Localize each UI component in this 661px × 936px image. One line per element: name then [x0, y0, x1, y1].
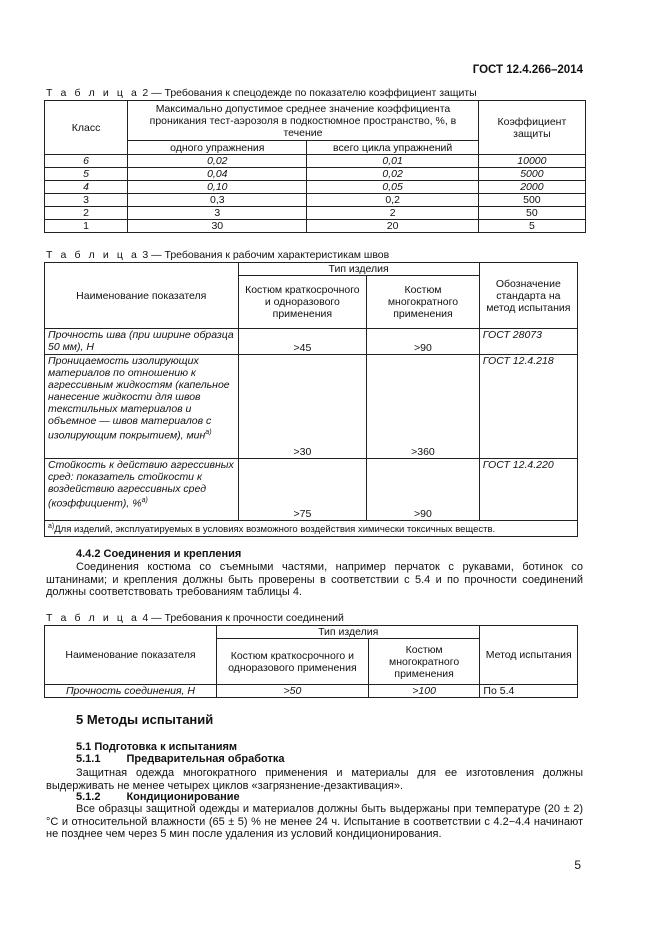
page-number: 5: [574, 858, 581, 872]
table3-caption: Т а б л и ц а 3 — Требования к рабочим характеристикам швов: [46, 249, 390, 261]
section-442-text: Соединения костюма со съемными частями, например перчаток с рукавами, ботинок со штанинами; и крепления должны быть проверены в соответствии с 5.4 и по прочности соединений должны соответствовать требованиям таблицы 4.: [46, 561, 583, 598]
section512-text: Все образцы защитной одежды и материалов должны быть выдержаны при температуре (20 ± 2) °С и относительной влажности (65 ± 5) % не менее 24 ч. Испытание в соответствии с 4.2−4.4 начинают не позднее чем через 5 мин после удаления из условий кондиционирования.: [46, 803, 583, 840]
section-442-title: 4.4.2 Соединения и крепления: [76, 548, 242, 560]
section5-title: 5 Методы испытаний: [76, 712, 214, 727]
table4-col-type: Тип изделия: [216, 626, 479, 639]
section511-text: Защитная одежда многократного применения и материалы для ее изготовления должны выдерживать не менее четырех циклов «загрязнение-дезактивация».: [46, 767, 583, 792]
standard-header: ГОСТ 12.4.266–2014: [472, 64, 583, 76]
table4-col-multi: Костюм многократного применения: [368, 639, 480, 685]
table2-col-coef: Коэффициент защиты: [478, 101, 585, 155]
table-row: Прочность шва (при ширине образца 50 мм), Н >45 >90 ГОСТ 28073: [45, 329, 578, 355]
table3-col-multi: Костюм многократного применения: [367, 276, 479, 329]
table4-caption: Т а б л и ц а 4 — Требования к прочности соединений: [46, 612, 344, 624]
section51-title: 5.1 Подготовка к испытаниям: [76, 741, 238, 753]
table2-col-one: одного упражнения: [128, 141, 307, 155]
table4-col-method: Метод испытания: [480, 626, 578, 685]
section511-title: 5.1.1 Предварительная обработка: [76, 753, 285, 765]
table3-col-method: Обозначение стандарта на метод испытания: [479, 263, 577, 329]
table2-col-max: Максимально допустимое среднее значение коэффициента проникания тест-аэрозоля в подкостюмное пространство, %, в течение: [128, 101, 479, 141]
table-row: 2 3 2 50: [45, 207, 586, 220]
table-row: Проницаемость изолирующих материалов по отношению к агрессивным жидкостям (капельное нанесение жидкости для швов текстильных материалов и объемное — швов материалов с изолирующим покрытием), мин$^{а)}$ >30 >360 ГОСТ 12.4.218: [45, 355, 578, 459]
table3-col-type: Тип изделия: [238, 263, 479, 276]
table-row: 3 0,3 0,2 500: [45, 194, 586, 207]
table2-caption: Т а б л и ц а 2 — Требования к спецодежде по показателю коэффициент защиты: [46, 87, 477, 99]
table-row: Стойкость к действию агрессивных сред: показатель стойкости к воздействию агрессивных сред (коэффициент), %$^{а)}$ >75 >90 ГОСТ 12.4.220: [45, 459, 578, 521]
section512-title: 5.1.2 Кондиционирование: [76, 791, 240, 803]
table3-col-name: Наименование показателя: [45, 263, 239, 329]
table-row: 6 0,02 0,01 10000: [45, 155, 586, 168]
table-row: Прочность соединения, Н >50 >100 По 5.4: [45, 685, 578, 698]
table3-col-short: Костюм краткосрочного и одноразового применения: [238, 276, 367, 329]
table3: [44, 262, 578, 537]
table4: [44, 625, 578, 698]
table4-col-name: Наименование показателя: [45, 626, 217, 685]
table4-col-short: Костюм краткосрочного и одноразового применения: [216, 639, 368, 685]
table-row: 1 30 20 5: [45, 220, 586, 233]
table-row: 4 0,10 0,05 2000: [45, 181, 586, 194]
table2-col-all: всего цикла упражнений: [307, 141, 478, 155]
table-row: 5 0,04 0,02 5000: [45, 168, 586, 181]
table2-col-class: Класс: [45, 101, 128, 155]
table3-footnote: $^{а)}$Для изделий, эксплуатируемых в условиях возможного воздействия химически токсичных веществ.: [45, 521, 578, 537]
table2: [44, 100, 586, 233]
